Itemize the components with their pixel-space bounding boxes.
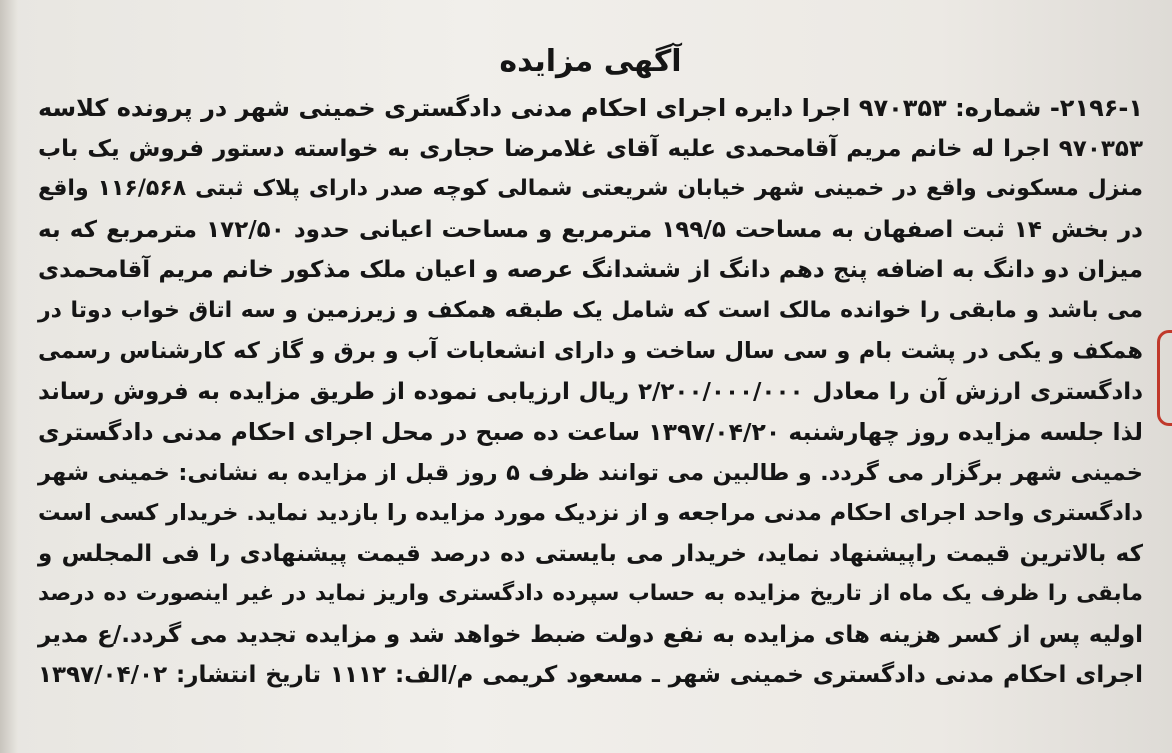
- red-marker-stroke: [1157, 330, 1172, 426]
- notice-line: منزل مسکونی واقع در خمینی شهر خیابان شریعتی شمالی کوچه صدر دارای پلاک ثبتی ۱۱۶/۵۶۸ واقع: [38, 176, 1144, 201]
- notice-line: که بالاترین قیمت راپیشنهاد نماید، خریدار می بایستی ده درصد قیمت پیشنهادی را فی المجلس و: [38, 540, 1143, 567]
- notice-line: می باشد و مابقی را خوانده مالک است که شامل یک طبقه همکف و زیرزمین و سه اتاق خواب دوتا در: [38, 297, 1143, 323]
- auction-notice: [38, 36, 1143, 696]
- notice-line: ۲۱۹۶-۱- شماره: ۹۷۰۳۵۳ اجرا دایره اجرای احکام مدنی دادگستری خمینی شهر در پرونده کلاسه: [38, 94, 1143, 122]
- notice-line: میزان دو دانگ به اضافه پنج دهم دانگ از ششدانگ عرصه و اعیان ملک مذکور خانم مریم آقامحمدی: [38, 257, 1143, 283]
- notice-line: مابقی را ظرف یک ماه از تاریخ مزایده به حساب سپرده دادگستری واریز نماید در غیر اینصورت ده درصد: [38, 581, 1143, 606]
- page-shadow-edge: [0, 0, 18, 753]
- notice-line: اجرای احکام مدنی دادگستری خمینی شهر ـ مسعود کریمی م/الف: ۱۱۱۲ تاریخ انتشار: ۱۳۹۷/۰۴/۰۲: [38, 662, 1143, 688]
- notice-line: لذا جلسه مزایده روز چهارشنبه ۱۳۹۷/۰۴/۲۰ ساعت ده صبح در محل اجرای احکام مدنی دادگستری: [38, 418, 1143, 446]
- notice-title: آگهی مزایده: [499, 44, 682, 79]
- notice-body: [38, 88, 1143, 696]
- notice-line: دادگستری واحد اجرای احکام مدنی مراجعه و از نزدیک مورد مزایده را بازدید نماید. خریدار کسی است: [38, 500, 1143, 526]
- notice-line: دادگستری ارزش آن را معادل ۲/۲۰۰/۰۰۰/۰۰۰ ریال ارزیابی نموده از طریق مزایده به فروش رساند: [38, 378, 1143, 405]
- notice-line: همکف و یکی در پشت بام و سی سال ساخت و دارای انشعابات آب و برق و گاز که کارشناس رسمی: [38, 338, 1143, 364]
- notice-line: ۹۷۰۳۵۳ اجرا له خانم مریم آقامحمدی علیه آقای غلامرضا حجاری به خواسته دستور فروش یک باب: [38, 135, 1143, 162]
- notice-line: اولیه پس از کسر هزینه های مزایده به نفع دولت ضبط خواهد شد و مزایده تجدید می گردد./ع مدیر: [38, 621, 1143, 648]
- notice-line: در بخش ۱۴ ثبت اصفهان به مساحت ۱۹۹/۵ مترمربع و مساحت اعیانی حدود ۱۷۲/۵۰ مترمربع که به: [38, 216, 1143, 243]
- notice-line: خمینی شهر برگزار می گردد. و طالبین می توانند ظرف ۵ روز قبل از مزایده به نشانی: خمینی شهر: [38, 459, 1143, 486]
